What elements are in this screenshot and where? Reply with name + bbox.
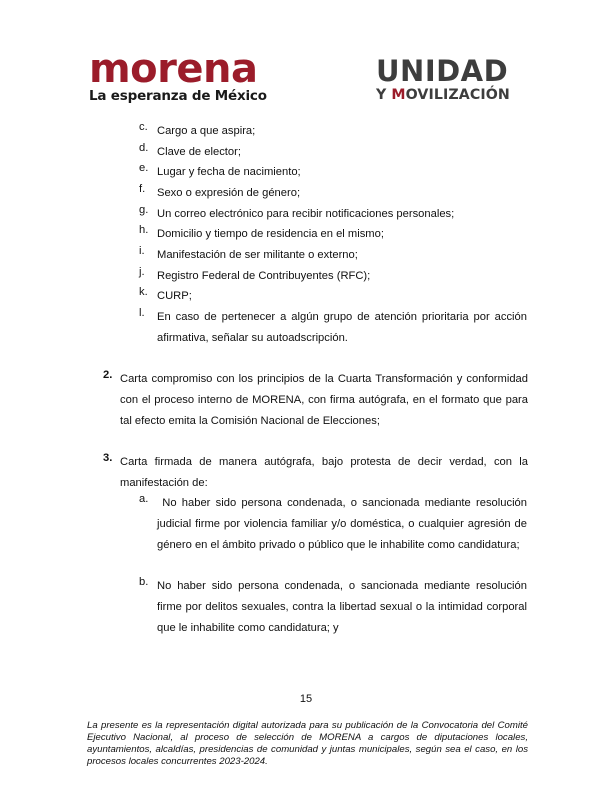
unidad-logo-line1: UNIDAD: [376, 54, 509, 88]
unidad-movilizacion-logo: [376, 56, 534, 104]
numbered-item-text: Carta compromiso con los principios de la Cuarta Transformación y conformidad con el proceso interno de MORENA, con firma autógrafa, en el formato que para tal efecto emita la Comisión Nacional de Elecciones;: [120, 373, 528, 427]
page-number: 15: [299, 693, 313, 705]
list-item-letter: d.: [139, 142, 149, 154]
list-item-text: Cargo a que aspira;: [157, 125, 256, 137]
list-item-letter: l.: [139, 307, 145, 319]
footer-note: La presente es la representación digital autorizada para su publicación de la Convocatoria del Comité Ejecutivo Nacional, al proceso de selección de MORENA a cargos de diputaciones locales, ayuntamientos, alcaldías, presidencias de comunidad y juntas municipales, según sea el caso, en los procesos locales concurrentes 2023-2024.: [87, 720, 528, 767]
numbered-item-number: 2.: [103, 369, 113, 381]
list-item-letter: g.: [139, 204, 149, 216]
logo-line2-accent: M: [391, 87, 406, 103]
sub-list-item-text: No haber sido persona condenada, o sancionada mediante resolución firme por delitos sexuales, contra la libertad sexual o la intimidad corporal que le inhabilite como candidatura; y: [157, 580, 527, 634]
list-item-text: CURP;: [157, 290, 192, 302]
list-item-text: En caso de pertenecer a algún grupo de atención prioritaria por acción afirmativa, señalar su autoadscripción.: [157, 311, 527, 344]
list-item-text: Domicilio y tiempo de residencia en el mismo;: [157, 228, 384, 240]
unidad-logo-line2: [376, 86, 534, 104]
list-item-text: Manifestación de ser militante o externo;: [157, 249, 358, 261]
list-item-letter: e.: [139, 162, 149, 174]
list-item-letter: c.: [139, 121, 148, 133]
list-item-text: Un correo electrónico para recibir notificaciones personales;: [157, 208, 455, 220]
morena-logo-wordmark: morena: [89, 46, 258, 92]
list-item-letter: k.: [139, 286, 148, 298]
list-item-text: Clave de elector;: [157, 146, 241, 158]
logo-line2-rest: OVILIZACIÓN: [405, 87, 510, 103]
numbered-item-text: Carta firmada de manera autógrafa, bajo protesta de decir verdad, con la manifestación de:: [120, 456, 528, 489]
list-item-letter: h.: [139, 224, 149, 236]
numbered-item-number: 3.: [103, 452, 113, 464]
list-item-text: Lugar y fecha de nacimiento;: [157, 166, 301, 178]
morena-logo-tagline: La esperanza de México: [89, 88, 267, 104]
list-item-letter: f.: [139, 183, 146, 195]
list-item-letter: j.: [139, 266, 145, 278]
list-item-letter: i.: [139, 245, 145, 257]
sub-list-item-text: No haber sido persona condenada, o sancionada mediante resolución judicial firme por violencia familiar y/o doméstica, o cualquier agresión de género en el ámbito privado o público que le inhabilite como candidatura;: [157, 497, 531, 551]
list-item-text: Registro Federal de Contribuyentes (RFC);: [157, 270, 371, 282]
morena-logo: [89, 46, 267, 104]
sub-list-item-letter: b.: [139, 576, 149, 588]
list-item-text: Sexo o expresión de género;: [157, 187, 301, 199]
logo-line2-prefix: Y: [376, 87, 392, 103]
sub-list-item-letter: a.: [139, 493, 149, 505]
